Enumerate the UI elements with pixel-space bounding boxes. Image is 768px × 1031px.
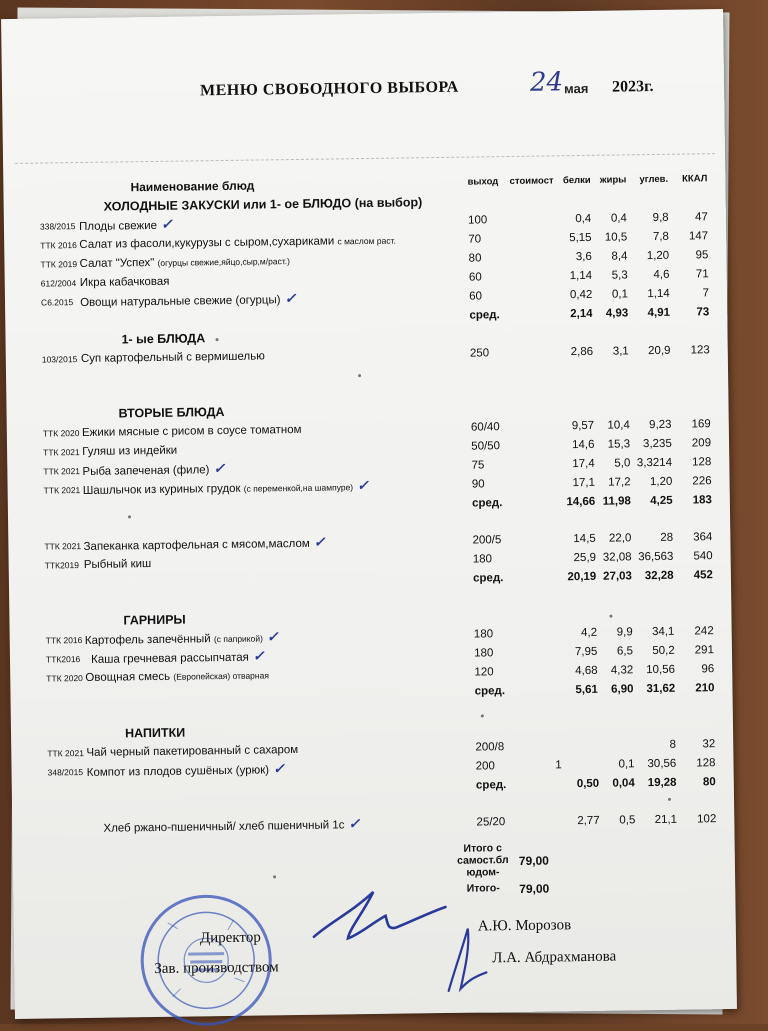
row-output: 180 (472, 552, 493, 566)
section-title: НАПИТКИ (124, 725, 186, 740)
row-code: С6.2015 (40, 296, 74, 308)
row-code: ТТК 2021 (43, 465, 81, 477)
row-fat: 17,2 (608, 475, 631, 489)
row-output: 180 (474, 646, 494, 660)
avg-protein: 20,19 (567, 570, 597, 583)
row-note: с маслом раст. (337, 235, 396, 246)
row-name: Каша гречневая рассыпчатая (91, 651, 249, 666)
totals-total-value: 79,00 (519, 881, 550, 896)
row-carbs: 3,3214 (636, 456, 673, 469)
row-name: Ежики мясные с рисом в соусе томатном (81, 423, 302, 439)
row-cost (514, 473, 558, 493)
row-protein: 1,14 (569, 269, 593, 282)
row-protein: 17,1 (572, 476, 596, 489)
row-cost (513, 435, 557, 455)
row-note: (с переменкой,на шампуре) (243, 482, 354, 494)
avg-carbs: 19,28 (647, 776, 677, 789)
row-cost (510, 228, 554, 248)
row-output: 75 (471, 458, 485, 472)
totals-self-label-2: самост.бл (456, 854, 509, 867)
row-fat: 32,08 (602, 550, 632, 564)
row-code: ТТК2019 (44, 559, 79, 571)
row-name: Салат из фасоли,кукурузы с сыром,сухариками (79, 234, 335, 251)
row-carbs: 1,20 (649, 475, 673, 488)
row-protein: 2,86 (570, 345, 594, 358)
row-name: Плоды свежие (79, 219, 158, 234)
row-note: (Европейская) отварная (173, 669, 269, 682)
avg-kcal: 183 (692, 493, 712, 506)
row-kcal: 47 (695, 210, 708, 223)
date-day-handwritten: 24 (529, 67, 564, 98)
average-label: сред. (471, 496, 503, 510)
production-name: Л.А. Абдрахманова (492, 948, 617, 967)
avg-kcal: 452 (693, 568, 713, 581)
row-code: 103/2015 (41, 353, 78, 365)
date-year: 2023г. (611, 77, 654, 96)
row-output: 120 (474, 665, 494, 679)
row-carbs: 10,56 (646, 663, 676, 676)
header-kcal: ККАЛ (682, 173, 708, 185)
director-name: А.Ю. Морозов (477, 917, 572, 935)
row-kcal: 71 (695, 267, 709, 280)
row-protein: 2,77 (577, 814, 600, 827)
row-kcal: 32 (702, 737, 716, 750)
row-kcal: 147 (688, 229, 709, 243)
row-name: Рыба запеченая (филе) (82, 464, 210, 478)
row-fat: 5,0 (614, 456, 631, 470)
header-protein: белки (562, 174, 591, 187)
row-code: 348/2015 (47, 766, 84, 778)
row-code: ТТК 2021 (44, 540, 82, 552)
row-protein: 0,42 (569, 288, 593, 301)
row-output: 80 (468, 251, 482, 265)
row-kcal: 364 (693, 530, 713, 543)
row-fat: 10,4 (607, 418, 630, 432)
row-protein: 5,15 (569, 231, 592, 244)
production-signature-icon (434, 920, 495, 1001)
avg-fat: 4,93 (605, 306, 629, 320)
avg-carbs: 4,91 (647, 306, 671, 319)
row-code: ТТК 2020 (42, 427, 80, 439)
row-carbs: 30,56 (647, 757, 677, 770)
row-kcal: 291 (694, 643, 715, 656)
header-fat: жиры (599, 174, 627, 186)
checkmark-icon: ✓ (213, 460, 226, 477)
row-cost (516, 623, 560, 643)
row-cost (511, 266, 555, 286)
row-code: ТТК 2021 (43, 484, 81, 496)
menu-document (1, 9, 737, 1019)
avg-protein: 5,61 (575, 683, 598, 696)
row-protein: 9,57 (571, 419, 595, 432)
checkmark-icon: ✓ (272, 760, 285, 777)
row-fat: 0,5 (619, 813, 636, 827)
row-carbs: 9,8 (652, 211, 669, 224)
average-label: сред. (475, 778, 507, 792)
row-kcal: 102 (697, 812, 717, 825)
row-carbs: 4,6 (653, 268, 670, 281)
row-code: ТТК 2016 (45, 634, 83, 646)
row-output: 200/5 (472, 533, 502, 547)
row-cost (516, 642, 560, 662)
director-signature-icon (303, 881, 454, 953)
avg-fat: 6,90 (611, 682, 634, 696)
row-kcal: 209 (691, 436, 712, 449)
row-carbs: 8 (669, 738, 677, 751)
row-code: ТТК2016 (45, 653, 81, 665)
row-kcal: 169 (691, 417, 711, 430)
row-fat: 5,3 (611, 268, 628, 282)
production-title: Зав. производством (154, 959, 279, 978)
avg-carbs: 4,25 (650, 494, 673, 507)
row-kcal: 540 (693, 549, 713, 562)
row-protein: 14,6 (571, 438, 595, 451)
row-carbs: 28 (660, 531, 674, 544)
row-name: Хлеб ржано-пшеничный/ хлеб пшеничный 1с (103, 819, 345, 835)
row-fat: 0,1 (611, 287, 629, 301)
row-cost (512, 342, 556, 362)
row-note: (огурцы свежие,яйцо,сыр,м/раст.) (157, 255, 290, 268)
row-output: 250 (469, 346, 490, 360)
avg-kcal: 73 (696, 305, 710, 318)
row-name: Шашлычок из куриных грудок (82, 482, 241, 497)
row-carbs: 9,23 (649, 418, 672, 431)
document-title: МЕНЮ СВОБОДНОГО ВЫБОРА (199, 78, 459, 100)
average-label: сред. (469, 308, 500, 322)
section-title: ХОЛОДНЫЕ ЗАКУСКИ или 1- ое БЛЮДО (на выбор) (103, 194, 423, 214)
row-name: Икра кабачковая (79, 275, 170, 289)
row-kcal: 226 (692, 474, 712, 487)
row-carbs: 7,8 (652, 230, 669, 243)
row-protein: 25,9 (573, 551, 597, 564)
row-cost: 1 (555, 758, 562, 771)
avg-carbs: 31,62 (646, 682, 676, 695)
checkmark-icon: ✓ (348, 815, 361, 832)
avg-protein: 2,14 (570, 307, 593, 320)
row-kcal: 128 (692, 455, 712, 468)
row-output: 200/8 (475, 740, 505, 754)
row-output: 60 (469, 289, 483, 303)
row-protein: 4,2 (580, 626, 598, 639)
row-code: 612/2004 (40, 277, 77, 289)
row-output: 60/40 (470, 420, 500, 434)
row-fat: 15,3 (607, 437, 631, 451)
row-name: Гуляш из индейки (82, 444, 178, 458)
row-carbs: 34,1 (651, 625, 675, 638)
row-fat: 22,0 (608, 531, 632, 545)
row-fat: 6,5 (616, 644, 634, 658)
checkmark-icon: ✓ (160, 215, 173, 232)
section-title: 1- ые БЛЮДА (121, 330, 206, 346)
checkmark-icon: ✓ (284, 289, 297, 307)
menu-table (39, 169, 716, 837)
row-output: 25/20 (476, 815, 506, 829)
row-note: (с паприкой) (213, 633, 263, 645)
row-code: ТТК 2021 (47, 747, 84, 759)
row-fat: 10,5 (604, 230, 628, 244)
row-fat: 0,1 (618, 757, 635, 771)
row-protein: 0,4 (575, 212, 592, 225)
totals-block (453, 842, 550, 897)
totals-total-label: Итого- (466, 882, 500, 895)
header-carbs: углев. (639, 173, 669, 186)
row-cost (513, 454, 557, 474)
row-fat: 8,4 (611, 249, 628, 263)
avg-carbs: 32,28 (644, 569, 674, 582)
row-name: Рыбный киш (83, 557, 152, 571)
header-output: выход (467, 176, 499, 188)
row-protein (562, 755, 599, 775)
row-protein: 14,5 (573, 532, 596, 545)
row-cost (511, 285, 555, 305)
row-fat: 9,9 (616, 625, 633, 639)
row-cost (510, 209, 554, 229)
row-kcal: 7 (702, 286, 710, 299)
avg-kcal: 80 (702, 775, 716, 788)
row-output: 180 (473, 627, 494, 641)
avg-protein: 14,66 (566, 495, 596, 508)
avg-fat: 11,98 (602, 494, 631, 508)
row-carbs: 21,1 (654, 813, 678, 826)
section-title: ВТОРЫЕ БЛЮДА (118, 404, 225, 420)
row-carbs: 1,20 (646, 249, 670, 262)
section-title: ГАРНИРЫ (123, 612, 186, 627)
row-code: ТТК 2016 (40, 239, 77, 251)
row-output: 60 (468, 270, 482, 284)
average-label: сред. (474, 684, 506, 698)
director-title: Директор (199, 929, 261, 947)
header-cost: стоимост (509, 175, 554, 188)
row-cost (515, 529, 559, 549)
row-carbs: 50,2 (652, 644, 675, 657)
avg-kcal: 210 (695, 681, 715, 694)
row-fat (598, 735, 634, 754)
row-cost (517, 736, 561, 756)
row-cost (515, 548, 559, 568)
row-name: Суп картофельный с вермишелью (80, 349, 265, 365)
average-label: сред. (473, 571, 504, 585)
totals-self-value: 79,00 (518, 853, 549, 868)
row-protein: 4,68 (575, 664, 598, 677)
row-kcal: 242 (694, 624, 714, 637)
row-cost (513, 416, 557, 436)
avg-fat: 0,04 (612, 776, 635, 790)
row-name: Запеканка картофельная с мясом,маслом (83, 537, 310, 553)
row-kcal: 96 (701, 662, 715, 675)
row-cost (518, 811, 562, 831)
row-output: 90 (471, 477, 485, 491)
date-month: мая (563, 80, 589, 97)
row-kcal: 95 (695, 248, 709, 261)
row-code: 338/2015 (39, 220, 76, 232)
row-name: Овощи натуральные свежие (огурцы) (80, 294, 281, 310)
checkmark-icon: ✓ (313, 533, 326, 550)
header-divider (15, 153, 715, 164)
header-name: Наименование блюд (130, 178, 255, 194)
row-cost (516, 661, 560, 681)
row-name: Чай черный пакетированный с сахаром (86, 743, 299, 759)
row-code (48, 818, 87, 838)
row-name: Овощная смесь (85, 670, 171, 684)
row-output: 100 (468, 213, 488, 227)
row-code: ТТК 2020 (46, 672, 83, 684)
row-fat: 3,1 (612, 344, 629, 358)
totals-self-label-1: Итого с (463, 842, 502, 855)
row-kcal: 128 (696, 756, 716, 769)
checkmark-icon: ✓ (356, 477, 369, 494)
row-name: Салат "Успех" (79, 256, 155, 270)
checkmark-icon: ✓ (252, 647, 265, 664)
avg-protein: 0,50 (576, 777, 600, 790)
row-carbs: 3,235 (642, 437, 672, 450)
row-protein: 17,4 (572, 457, 595, 470)
row-carbs: 1,14 (647, 287, 670, 300)
row-fat: 0,4 (610, 211, 627, 225)
row-carbs: 20,9 (648, 344, 671, 357)
row-output: 50/50 (471, 439, 501, 453)
row-code: ТТК 2019 (40, 258, 78, 270)
checkmark-icon: ✓ (266, 628, 279, 645)
row-output: 70 (468, 232, 482, 246)
row-fat: 4,32 (610, 663, 634, 677)
row-name: Компот из плодов сушёных (урюк) (86, 764, 270, 779)
row-kcal: 123 (690, 343, 710, 356)
row-carbs: 36,563 (638, 550, 674, 563)
totals-self-label-3: юдом- (466, 866, 500, 879)
row-protein (561, 736, 598, 756)
row-cost (511, 247, 555, 267)
row-name: Картофель запечённый (84, 633, 211, 647)
avg-fat: 27,03 (603, 569, 632, 583)
row-protein: 7,95 (574, 645, 598, 658)
row-output: 200 (475, 759, 495, 773)
row-code: ТТК 2021 (43, 446, 80, 458)
row-protein: 3,6 (575, 250, 592, 263)
